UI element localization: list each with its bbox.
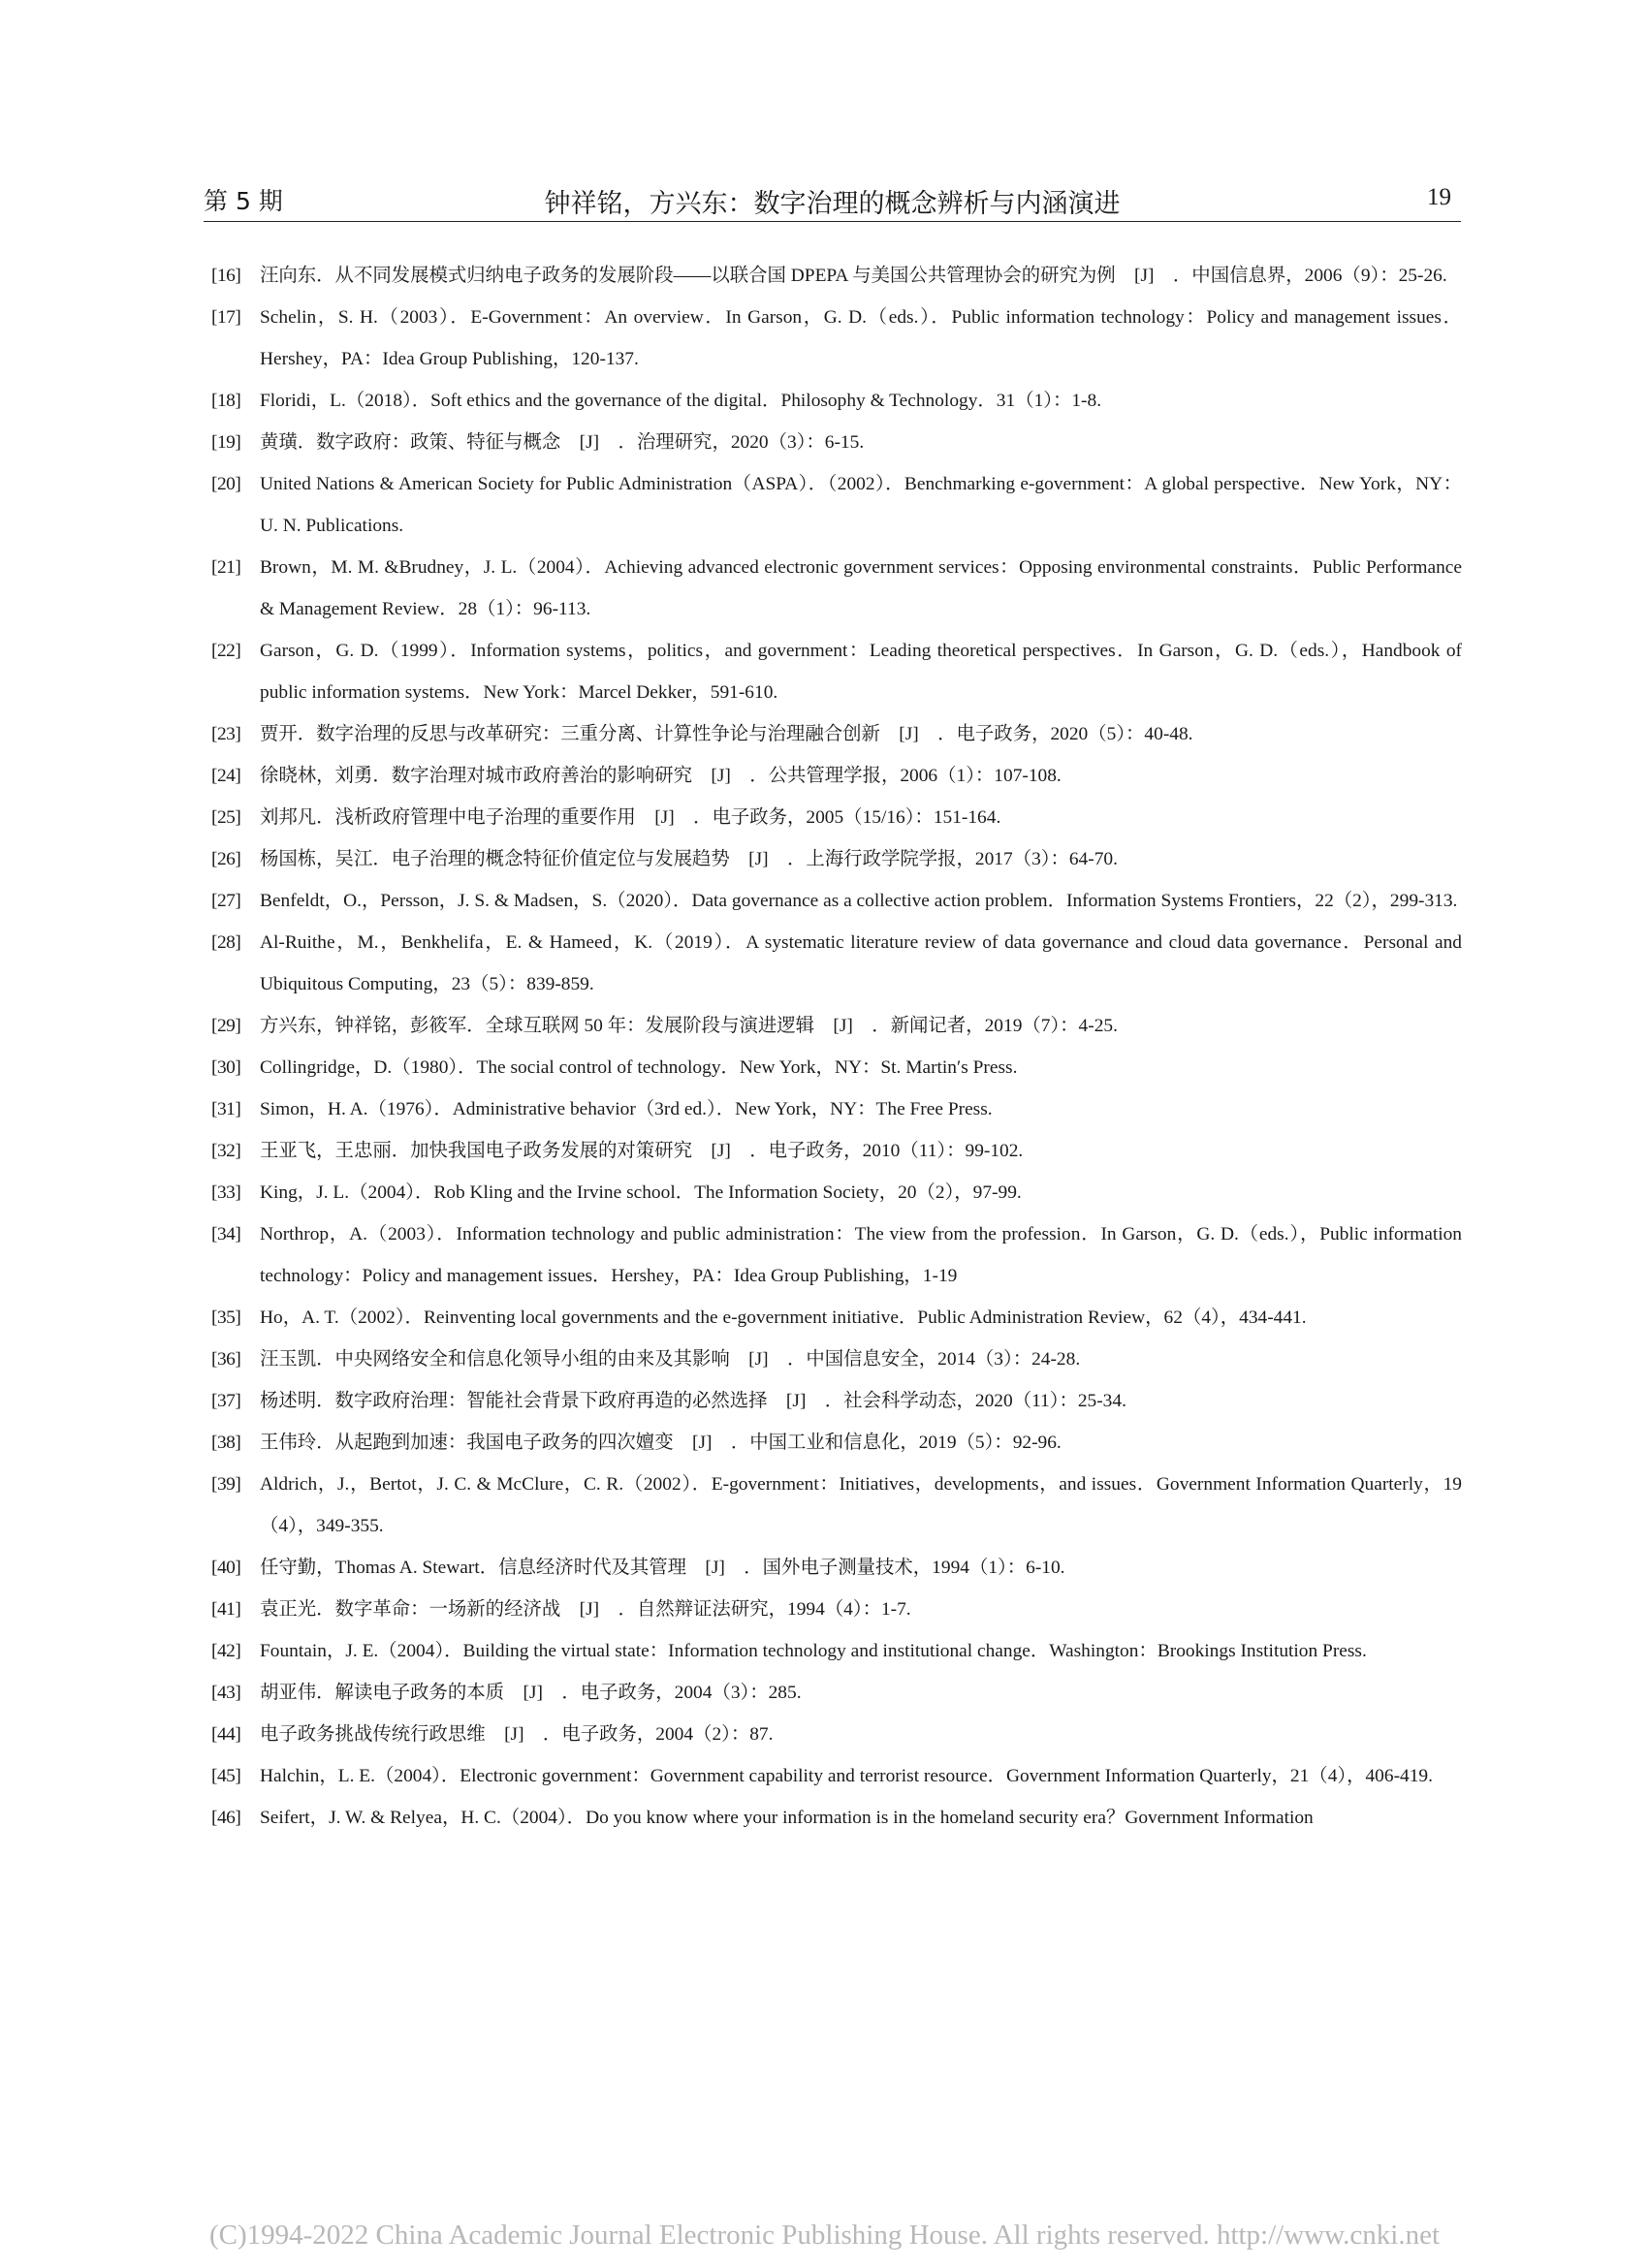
reference-text: 汪玉凯．中央网络安全和信息化领导小组的由来及其影响 [J] ．中国信息安全，2014（3）：24-28. [260,1349,1081,1370]
issue-number: 第 5 期 [204,187,283,215]
reference-text: Seifert，J. W. & Relyea，H. C.（2004）．Do you know where your information is in the homeland security era？Government Information [260,1808,1314,1828]
reference-number: [36] [211,1349,241,1370]
reference-number: [41] [211,1599,241,1620]
reference-list [211,255,1462,1839]
reference-item [211,755,1462,797]
reference-item [211,1630,1462,1672]
reference-text: United Nations & American Society for Public Administration（ASPA）．（2002）．Benchmarking e-government：A global perspective．New York，NY：U. N. Publications. [260,474,1462,536]
reference-number: [45] [211,1766,241,1786]
reference-item [211,1130,1462,1172]
reference-text: Fountain，J. E.（2004）．Building the virtual state：Information technology and institutional change．Washington：Brookings Institution Press. [260,1641,1367,1661]
reference-item [211,922,1462,1005]
reference-number: [23] [211,724,241,744]
reference-number: [30] [211,1057,241,1078]
reference-number: [37] [211,1391,241,1411]
copyright-footer: (C)1994-2022 China Academic Journal Electronic Publishing House. All rights reserved. http://www.cnki.net [208,2220,1441,2251]
reference-item [211,297,1462,380]
reference-item [211,713,1462,755]
reference-text: 汪向东．从不同发展模式归纳电子政务的发展阶段——以联合国 DPEPA 与美国公共管理协会的研究为例 [J] ．中国信息界，2006（9）：25-26. [260,266,1447,286]
reference-text: Simon，H. A.（1976）．Administrative behavior（3rd ed.）．New York，NY：The Free Press. [260,1099,993,1119]
reference-text: 杨国栋，吴江．电子治理的概念特征价值定位与发展趋势 [J] ．上海行政学院学报，2017（3）：64-70. [260,849,1118,869]
reference-item [211,463,1462,547]
reference-item [211,880,1462,922]
reference-item [211,797,1462,838]
reference-item [211,1547,1462,1589]
reference-item [211,1714,1462,1755]
reference-number: [42] [211,1641,241,1661]
reference-number: [38] [211,1433,241,1453]
reference-number: [39] [211,1474,241,1495]
reference-item [211,1339,1462,1380]
reference-item [211,1213,1462,1297]
reference-number: [21] [211,557,241,578]
reference-item [211,380,1462,422]
reference-item [211,1422,1462,1464]
reference-text: 徐晓林，刘勇．数字治理对城市政府善治的影响研究 [J] ．公共管理学报，2006（1）：107-108. [260,766,1062,786]
reference-item [211,255,1462,297]
reference-number: [22] [211,641,241,661]
reference-item [211,1755,1462,1797]
reference-text: 杨述明．数字政府治理：智能社会背景下政府再造的必然选择 [J] ．社会科学动态，2020（11）：25-34. [260,1391,1126,1411]
reference-item [211,1297,1462,1339]
reference-item [211,1088,1462,1130]
reference-number: [25] [211,807,241,828]
reference-number: [29] [211,1016,241,1036]
reference-text: Schelin，S. H.（2003）．E-Government：An overview．In Garson，G. D.（eds.）．Public information technology：Policy and management issues．Hershey，PA：Idea Group Publishing，120-137. [260,307,1462,369]
reference-item [211,838,1462,880]
reference-item [211,630,1462,713]
reference-number: [35] [211,1307,241,1328]
reference-text: Collingridge，D.（1980）．The social control of technology．New York，NY：St. Martin′s Press. [260,1057,1018,1078]
reference-text: 王亚飞，王忠丽．加快我国电子政务发展的对策研究 [J] ．电子政务，2010（11）：99-102. [260,1141,1024,1161]
reference-number: [27] [211,891,241,911]
reference-item [211,1464,1462,1547]
reference-text: Garson，G. D.（1999）．Information systems，politics，and government：Leading theoretical perspectives．In Garson，G. D.（eds.），Handbook of public information systems．New York：Marcel Dekker，591-610. [260,641,1462,703]
reference-text: King，J. L.（2004）．Rob Kling and the Irvine school．The Information Society，20（2），97-99. [260,1182,1022,1203]
page-header [204,182,1461,222]
reference-text: 电子政务挑战传统行政思维 [J] ．电子政务，2004（2）：87. [260,1724,774,1745]
reference-item [211,1380,1462,1422]
running-title: 钟祥铭，方兴东：数字治理的概念辨析与内涵演进 [544,189,1121,219]
reference-text: Northrop，A.（2003）．Information technology and public administration：The view from the profession．In Garson，G. D.（eds.），Public information technology：Policy and management issues．Hershey，PA：Idea Group Publishing，1-19 [260,1224,1462,1286]
reference-item [211,1672,1462,1714]
reference-text: Ho，A. T.（2002）．Reinventing local governments and the e-government initiative．Public Administration Review，62（4），434-441. [260,1307,1307,1328]
reference-text: 胡亚伟．解读电子政务的本质 [J] ．电子政务，2004（3）：285. [260,1683,802,1703]
reference-text: Floridi，L.（2018）．Soft ethics and the governance of the digital．Philosophy & Technology．31（1）：1-8. [260,391,1102,411]
page-number: 19 [1427,184,1451,210]
reference-item [211,422,1462,463]
reference-item [211,1172,1462,1213]
reference-number: [24] [211,766,241,786]
reference-number: [32] [211,1141,241,1161]
reference-text: 任守勤，Thomas A. Stewart．信息经济时代及其管理 [J] ．国外电子测量技术，1994（1）：6-10. [260,1558,1065,1578]
reference-number: [26] [211,849,241,869]
reference-number: [44] [211,1724,241,1745]
reference-text: Al-Ruithe，M.，Benkhelifa，E. & Hameed，K.（2019）．A systematic literature review of data governance and cloud data governance．Personal and Ubiquitous Computing，23（5）：839-859. [260,932,1462,994]
reference-text: 方兴东，钟祥铭，彭筱军．全球互联网 50 年：发展阶段与演进逻辑 [J] ．新闻记者，2019（7）：4-25. [260,1016,1118,1036]
reference-item [211,1589,1462,1630]
reference-text: 王伟玲．从起跑到加速：我国电子政务的四次嬗变 [J] ．中国工业和信息化，2019（5）：92-96. [260,1433,1062,1453]
reference-text: Aldrich，J.，Bertot，J. C. & McClure，C. R.（2002）．E-government：Initiatives，developments，and issues．Government Information Quarterly，19（4），349-355. [260,1474,1462,1536]
reference-text: Benfeldt，O.，Persson，J. S. & Madsen，S.（2020）．Data governance as a collective action problem．Information Systems Frontiers，22（2），299-313. [260,891,1458,911]
reference-number: [46] [211,1808,241,1828]
reference-text: 袁正光．数字革命：一场新的经济战 [J] ．自然辩证法研究，1994（4）：1-7. [260,1599,911,1620]
reference-number: [17] [211,307,241,328]
reference-number: [20] [211,474,241,494]
reference-number: [34] [211,1224,241,1244]
reference-number: [18] [211,391,241,411]
reference-number: [33] [211,1182,241,1203]
reference-number: [19] [211,432,241,453]
reference-text: 黄璜．数字政府：政策、特征与概念 [J] ．治理研究，2020（3）：6-15. [260,432,865,453]
reference-item [211,1797,1462,1839]
reference-number: [16] [211,266,241,286]
reference-text: 刘邦凡．浅析政府管理中电子治理的重要作用 [J] ．电子政务，2005（15/16）：151-164. [260,807,1001,828]
reference-number: [43] [211,1683,241,1703]
reference-number: [31] [211,1099,241,1119]
reference-item [211,1047,1462,1088]
reference-text: Halchin，L. E.（2004）．Electronic government：Government capability and terrorist resource．Government Information Quarterly，21（4），406-419. [260,1766,1433,1786]
reference-text: 贾开．数字治理的反思与改革研究：三重分离、计算性争论与治理融合创新 [J] ．电子政务，2020（5）：40-48. [260,724,1193,744]
reference-text: Brown，M. M. &Brudney，J. L.（2004）．Achieving advanced electronic government services：Opposing environmental constraints．Public Performance & Management Review．28（1）：96-113. [260,557,1462,619]
reference-number: [40] [211,1558,241,1578]
reference-number: [28] [211,932,241,953]
reference-item [211,1005,1462,1047]
reference-item [211,547,1462,630]
